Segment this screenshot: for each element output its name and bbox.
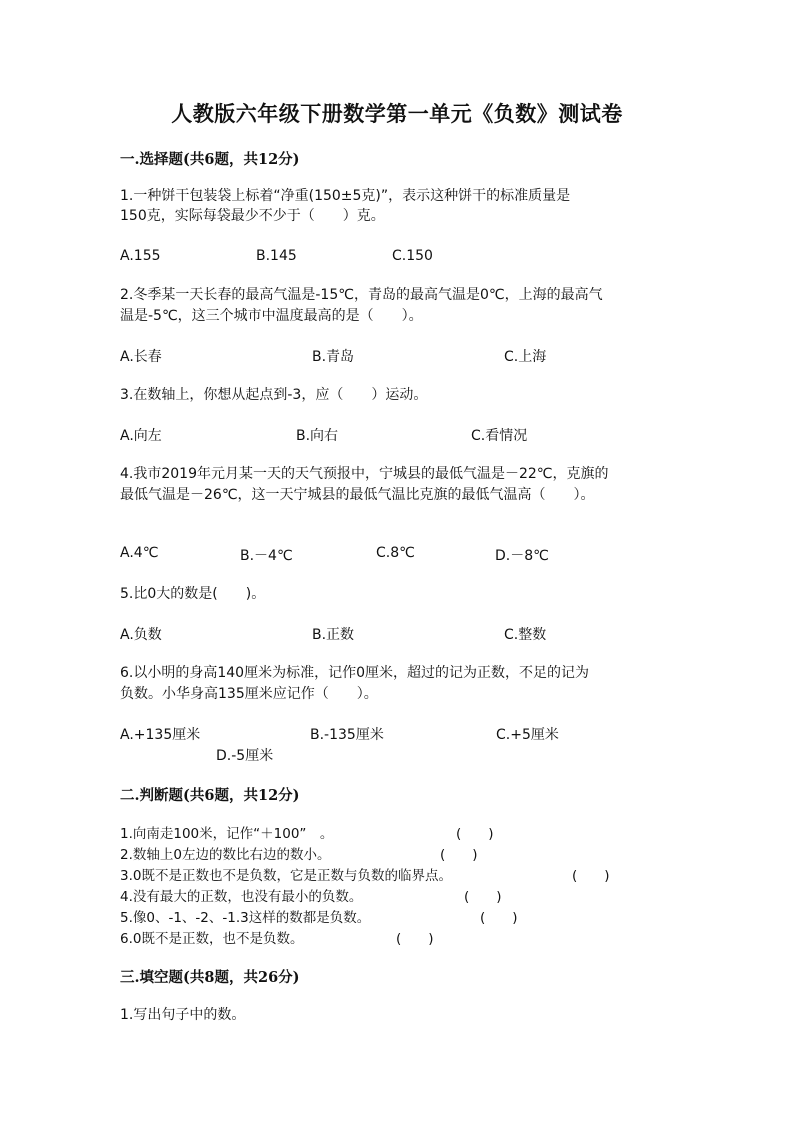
question-4-option-a: A.4℃ bbox=[120, 545, 159, 561]
judgement-item-5: 5.像0、-1、-2、-1.3这样的数都是负数。 bbox=[120, 910, 371, 926]
question-3-line-1: 3.在数轴上，你想从起点到-3，应（ ）运动。 bbox=[120, 387, 428, 403]
judgement-item-5-answer[interactable]: ( ) bbox=[480, 910, 518, 926]
section-heading-fill-blank: 三.填空题(共8题，共26分) bbox=[120, 969, 300, 986]
question-4-option-c: C.8℃ bbox=[376, 545, 415, 561]
question-6-option-a: A.+135厘米 bbox=[120, 727, 201, 743]
question-3-option-a: A.向左 bbox=[120, 428, 162, 444]
question-3-option-b: B.向右 bbox=[296, 428, 339, 444]
question-3-option-c: C.看情况 bbox=[471, 428, 528, 444]
question-1-option-b: B.145 bbox=[256, 248, 297, 264]
question-2-option-c: C.上海 bbox=[504, 349, 547, 365]
question-6-option-d: D.-5厘米 bbox=[216, 748, 274, 764]
judgement-item-4: 4.没有最大的正数，也没有最小的负数。 bbox=[120, 889, 363, 905]
section-heading-judgement: 二.判断题(共6题，共12分) bbox=[120, 787, 300, 804]
question-2-line-1: 2.冬季某一天长春的最高气温是-15℃，青岛的最高气温是0℃，上海的最高气 bbox=[120, 287, 603, 303]
judgement-item-6: 6.0既不是正数，也不是负数。 bbox=[120, 931, 304, 947]
question-1-option-a: A.155 bbox=[120, 248, 161, 264]
question-1-line-2: 150克，实际每袋最少不少于（ ）克。 bbox=[120, 208, 385, 224]
question-6-option-b: B.-135厘米 bbox=[310, 727, 384, 743]
question-4-option-d: D.－8℃ bbox=[495, 548, 549, 564]
question-2-option-b: B.青岛 bbox=[312, 349, 355, 365]
question-5-option-a: A.负数 bbox=[120, 627, 162, 643]
page-title: 人教版六年级下册数学第一单元《负数》测试卷 bbox=[171, 101, 623, 126]
question-6-line-1: 6.以小明的身高140厘米为标准，记作0厘米，超过的记为正数，不足的记为 bbox=[120, 665, 589, 681]
section-heading-choice: 一.选择题(共6题，共12分) bbox=[120, 151, 300, 168]
question-1-option-c: C.150 bbox=[392, 248, 433, 264]
question-2-line-2: 温是-5℃，这三个城市中温度最高的是（ ）。 bbox=[120, 308, 423, 324]
question-1-line-1: 1.一种饼干包装袋上标着“净重(150±5克)”，表示这种饼干的标准质量是 bbox=[120, 188, 571, 204]
question-5-line-1: 5.比0大的数是( )。 bbox=[120, 586, 266, 602]
question-5-option-b: B.正数 bbox=[312, 627, 355, 643]
question-4-line-1: 4.我市2019年元月某一天的天气预报中，宁城县的最低气温是－22℃，克旗的 bbox=[120, 466, 609, 482]
judgement-item-2: 2.数轴上0左边的数比右边的数小。 bbox=[120, 847, 331, 863]
judgement-item-3-answer[interactable]: ( ) bbox=[572, 868, 610, 884]
judgement-item-1-answer[interactable]: ( ) bbox=[456, 826, 494, 842]
question-6-line-2: 负数。小华身高135厘米应记作（ ）。 bbox=[120, 686, 378, 702]
judgement-item-4-answer[interactable]: ( ) bbox=[464, 889, 502, 905]
judgement-item-1: 1.向南走100米，记作“＋100” 。 bbox=[120, 826, 334, 842]
question-4-line-2: 最低气温是－26℃，这一天宁城县的最低气温比克旗的最低气温高（ ）。 bbox=[120, 487, 595, 503]
fill-question-1: 1.写出句子中的数。 bbox=[120, 1007, 246, 1023]
judgement-item-6-answer[interactable]: ( ) bbox=[396, 931, 434, 947]
question-5-option-c: C.整数 bbox=[504, 627, 547, 643]
question-2-option-a: A.长春 bbox=[120, 349, 162, 365]
question-6-option-c: C.+5厘米 bbox=[496, 727, 559, 743]
judgement-item-3: 3.0既不是正数也不是负数，它是正数与负数的临界点。 bbox=[120, 868, 452, 884]
judgement-item-2-answer[interactable]: ( ) bbox=[440, 847, 478, 863]
question-4-option-b: B.－4℃ bbox=[240, 548, 293, 564]
